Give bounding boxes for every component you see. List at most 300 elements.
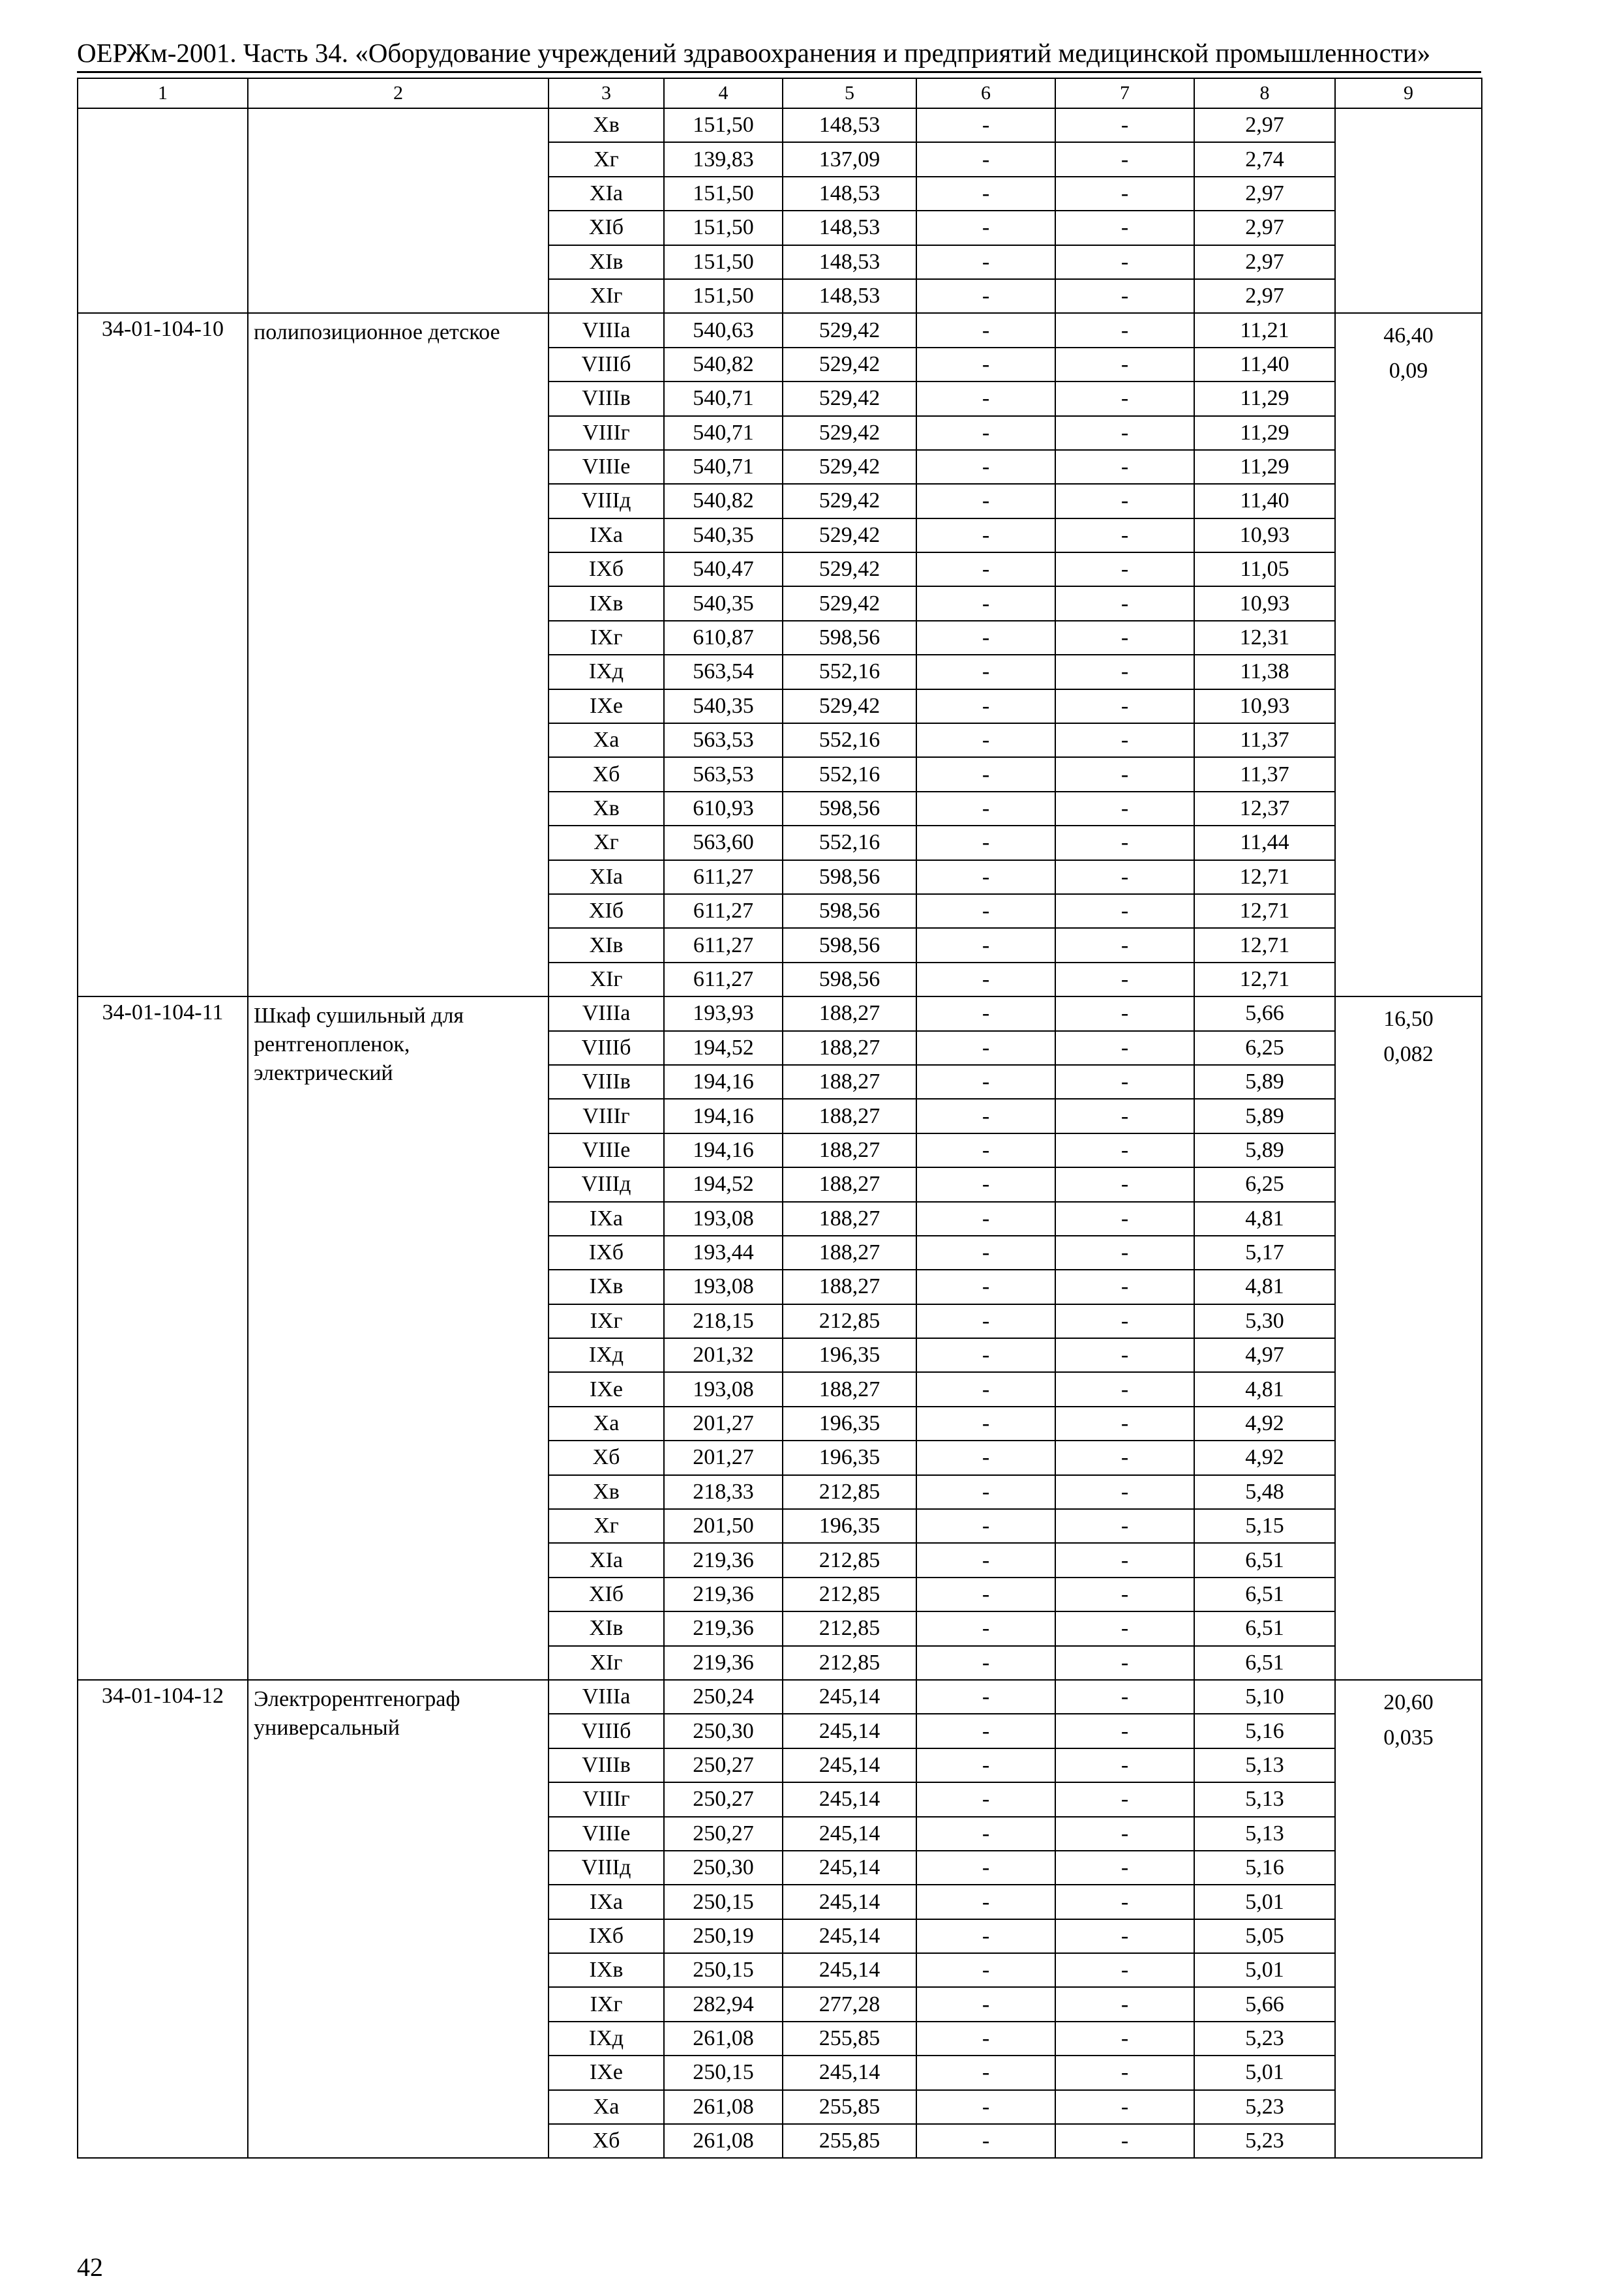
table-cell: - <box>916 1202 1055 1236</box>
column-number: 9 <box>1335 78 1482 108</box>
table-cell: 261,08 <box>664 2022 783 2056</box>
table-cell: - <box>916 928 1055 962</box>
table-row <box>78 1680 1482 1714</box>
table-cell: - <box>1055 1441 1194 1474</box>
table-cell: XIа <box>549 1543 664 1577</box>
table-cell: - <box>916 1441 1055 1474</box>
table-cell: - <box>916 1714 1055 1748</box>
table-cell: 255,85 <box>783 2090 916 2124</box>
table-cell: - <box>916 792 1055 826</box>
table-cell: 529,42 <box>783 518 916 552</box>
table-cell: - <box>1055 450 1194 484</box>
rates-table <box>77 78 1482 2159</box>
table-cell: IXд <box>549 1338 664 1372</box>
table-cell: 194,16 <box>664 1133 783 1167</box>
table-cell: - <box>916 757 1055 791</box>
item-extra-values <box>1335 1680 1482 2158</box>
table-cell: IXа <box>549 1885 664 1919</box>
table-cell: 540,82 <box>664 484 783 518</box>
table-cell: VIIIб <box>549 1031 664 1065</box>
table-cell: 245,14 <box>783 1919 916 1953</box>
table-cell: - <box>1055 1509 1194 1543</box>
table-cell: - <box>1055 1304 1194 1338</box>
table-cell: 540,71 <box>664 416 783 450</box>
table-cell: 611,27 <box>664 894 783 928</box>
table-cell: 598,56 <box>783 894 916 928</box>
table-cell: 148,53 <box>783 108 916 142</box>
table-cell: - <box>916 313 1055 347</box>
table-cell: - <box>916 1748 1055 1782</box>
table-cell: 245,14 <box>783 1782 916 1816</box>
table-cell: - <box>1055 245 1194 279</box>
table-cell: IXб <box>549 552 664 586</box>
table-cell: 196,35 <box>783 1509 916 1543</box>
table-cell: 610,93 <box>664 792 783 826</box>
table-cell: 5,17 <box>1194 1236 1335 1270</box>
table-cell: 212,85 <box>783 1611 916 1645</box>
table-cell: 250,19 <box>664 1919 783 1953</box>
table-cell: 201,32 <box>664 1338 783 1372</box>
table-cell: - <box>1055 928 1194 962</box>
table-cell: - <box>916 1578 1055 1611</box>
table-cell: - <box>1055 1065 1194 1099</box>
table-cell: - <box>916 348 1055 382</box>
table-cell: 11,29 <box>1194 450 1335 484</box>
table-cell: - <box>916 382 1055 415</box>
item-name: Электрорентгенограф универсальный <box>248 1680 549 2158</box>
table-cell: 5,13 <box>1194 1748 1335 1782</box>
table-cell: - <box>916 586 1055 620</box>
table-cell: - <box>1055 1372 1194 1406</box>
table-cell: - <box>1055 211 1194 245</box>
table-cell: 5,23 <box>1194 2022 1335 2056</box>
table-cell: 540,35 <box>664 689 783 723</box>
table-cell: 4,81 <box>1194 1372 1335 1406</box>
table-cell: IXв <box>549 1953 664 1987</box>
table-cell: 529,42 <box>783 313 916 347</box>
table-cell: 5,10 <box>1194 1680 1335 1714</box>
table-cell: VIIIг <box>549 416 664 450</box>
table-cell: 277,28 <box>783 1987 916 2021</box>
table-cell: 219,36 <box>664 1611 783 1645</box>
table-cell: - <box>916 1851 1055 1885</box>
table-cell: Хв <box>549 1475 664 1509</box>
table-cell: - <box>1055 1782 1194 1816</box>
table-cell: - <box>1055 1031 1194 1065</box>
table-cell: - <box>916 552 1055 586</box>
table-cell: 540,71 <box>664 450 783 484</box>
table-cell: - <box>1055 1611 1194 1645</box>
table-cell: 11,40 <box>1194 484 1335 518</box>
table-cell: 598,56 <box>783 928 916 962</box>
table-cell: - <box>1055 313 1194 347</box>
column-number: 2 <box>248 78 549 108</box>
table-cell: - <box>1055 142 1194 176</box>
table-cell: 212,85 <box>783 1646 916 1680</box>
table-cell: 193,08 <box>664 1270 783 1304</box>
table-cell: 2,97 <box>1194 245 1335 279</box>
table-cell: IXд <box>549 655 664 689</box>
table-cell: 540,82 <box>664 348 783 382</box>
table-cell: 196,35 <box>783 1338 916 1372</box>
table-cell: IXв <box>549 586 664 620</box>
table-cell: - <box>916 1475 1055 1509</box>
table-cell: VIIIв <box>549 382 664 415</box>
table-cell: IXа <box>549 518 664 552</box>
table-cell: 212,85 <box>783 1543 916 1577</box>
table-cell: VIIIв <box>549 1748 664 1782</box>
table-cell: - <box>1055 1475 1194 1509</box>
table-cell: XIв <box>549 1611 664 1645</box>
table-cell: 137,09 <box>783 142 916 176</box>
table-cell: - <box>916 211 1055 245</box>
table-cell: - <box>916 1236 1055 1270</box>
table-cell: Хб <box>549 2124 664 2158</box>
table-cell: 151,50 <box>664 279 783 313</box>
table-cell: - <box>1055 963 1194 996</box>
table-row <box>78 996 1482 1030</box>
table-cell: - <box>1055 1817 1194 1851</box>
table-cell: 148,53 <box>783 211 916 245</box>
column-number: 4 <box>664 78 783 108</box>
table-cell: 193,44 <box>664 1236 783 1270</box>
table-cell: 219,36 <box>664 1578 783 1611</box>
table-cell: - <box>1055 1987 1194 2021</box>
table-cell: - <box>1055 1953 1194 1987</box>
table-cell: 563,60 <box>664 826 783 860</box>
table-cell: - <box>916 484 1055 518</box>
table-cell: - <box>916 177 1055 211</box>
table-cell: - <box>1055 552 1194 586</box>
table-cell: - <box>916 689 1055 723</box>
table-cell: 245,14 <box>783 1817 916 1851</box>
table-cell: 598,56 <box>783 792 916 826</box>
table-cell: - <box>1055 894 1194 928</box>
table-cell: Хб <box>549 757 664 791</box>
table-cell: 12,71 <box>1194 963 1335 996</box>
table-cell: IXб <box>549 1236 664 1270</box>
table-cell: XIв <box>549 245 664 279</box>
table-cell: - <box>916 2022 1055 2056</box>
table-cell: XIв <box>549 928 664 962</box>
table-cell: - <box>1055 1407 1194 1441</box>
table-cell: - <box>1055 1714 1194 1748</box>
table-cell: - <box>1055 996 1194 1030</box>
table-cell: IXг <box>549 621 664 655</box>
table-cell: XIа <box>549 177 664 211</box>
table-cell: - <box>916 860 1055 894</box>
table-cell: - <box>916 142 1055 176</box>
table-cell: - <box>916 2090 1055 2124</box>
table-cell: Ха <box>549 1407 664 1441</box>
table-cell: 5,16 <box>1194 1851 1335 1885</box>
table-cell: VIIIд <box>549 1167 664 1201</box>
table-cell: - <box>916 1372 1055 1406</box>
table-cell: - <box>916 279 1055 313</box>
table-cell: - <box>916 108 1055 142</box>
table-cell: VIIIа <box>549 313 664 347</box>
table-cell: 218,15 <box>664 1304 783 1338</box>
table-cell: 529,42 <box>783 416 916 450</box>
table-cell: - <box>1055 1748 1194 1782</box>
table-cell: - <box>1055 1133 1194 1167</box>
table-cell: 250,15 <box>664 1953 783 1987</box>
table-cell: IXа <box>549 1202 664 1236</box>
table-cell: 552,16 <box>783 826 916 860</box>
table-cell: 5,89 <box>1194 1099 1335 1133</box>
table-cell: 196,35 <box>783 1441 916 1474</box>
table-cell: 6,51 <box>1194 1646 1335 1680</box>
table-cell: - <box>1055 1099 1194 1133</box>
table-cell: IXб <box>549 1919 664 1953</box>
table-cell: - <box>916 450 1055 484</box>
table-cell: 188,27 <box>783 1167 916 1201</box>
table-cell: - <box>1055 2056 1194 2089</box>
table-cell: XIб <box>549 894 664 928</box>
table-cell: - <box>1055 382 1194 415</box>
table-cell: 194,52 <box>664 1167 783 1201</box>
table-cell: 201,27 <box>664 1407 783 1441</box>
table-cell: - <box>916 1338 1055 1372</box>
item-code: 34-01-104-10 <box>78 313 248 996</box>
table-cell: - <box>1055 1578 1194 1611</box>
table-cell: 245,14 <box>783 1714 916 1748</box>
table-cell: 540,35 <box>664 586 783 620</box>
table-cell: 188,27 <box>783 1270 916 1304</box>
table-cell: 201,27 <box>664 1441 783 1474</box>
table-cell: 540,35 <box>664 518 783 552</box>
table-cell: 540,47 <box>664 552 783 586</box>
table-cell: 151,50 <box>664 245 783 279</box>
column-number: 1 <box>78 78 248 108</box>
table-cell: XIб <box>549 211 664 245</box>
table-cell: 540,63 <box>664 313 783 347</box>
table-cell: - <box>916 1270 1055 1304</box>
table-cell: 552,16 <box>783 723 916 757</box>
table-cell: Хб <box>549 1441 664 1474</box>
item-name <box>248 108 549 313</box>
table-cell: - <box>916 1099 1055 1133</box>
table-cell: Хв <box>549 108 664 142</box>
table-cell: 12,71 <box>1194 894 1335 928</box>
table-cell: Хв <box>549 792 664 826</box>
table-cell: 10,93 <box>1194 586 1335 620</box>
table-cell: 540,71 <box>664 382 783 415</box>
table-cell: 529,42 <box>783 450 916 484</box>
table-cell: - <box>1055 1270 1194 1304</box>
table-cell: - <box>916 518 1055 552</box>
extra-value: 46,40 <box>1383 323 1434 348</box>
item-name: Шкаф сушильный для рентгенопленок, электрический <box>248 996 549 1680</box>
table-cell: 552,16 <box>783 655 916 689</box>
table-cell: VIIIб <box>549 348 664 382</box>
table-cell: 250,27 <box>664 1782 783 1816</box>
table-cell: XIа <box>549 860 664 894</box>
table-cell: 4,81 <box>1194 1270 1335 1304</box>
table-cell: 194,52 <box>664 1031 783 1065</box>
item-code: 34-01-104-11 <box>78 996 248 1680</box>
table-cell: 5,30 <box>1194 1304 1335 1338</box>
table-cell: IXг <box>549 1987 664 2021</box>
table-cell: - <box>1055 1919 1194 1953</box>
table-cell: - <box>1055 1851 1194 1885</box>
table-cell: VIIIа <box>549 1680 664 1714</box>
table-cell: - <box>916 1987 1055 2021</box>
table-cell: - <box>916 1646 1055 1680</box>
table-cell: 188,27 <box>783 1202 916 1236</box>
table-cell: 193,08 <box>664 1372 783 1406</box>
table-cell: - <box>1055 177 1194 211</box>
table-cell: - <box>1055 416 1194 450</box>
table-cell: 2,97 <box>1194 108 1335 142</box>
item-extra-values <box>1335 108 1482 313</box>
table-cell: - <box>916 1304 1055 1338</box>
page-header: ОЕРЖм-2001. Часть 34. «Оборудование учреждений здравоохранения и предприятий медицинской промышленности» <box>77 38 1431 68</box>
table-cell: 5,66 <box>1194 996 1335 1030</box>
table-cell: 4,97 <box>1194 1338 1335 1372</box>
item-code: 34-01-104-12 <box>78 1680 248 2158</box>
table-cell: - <box>1055 621 1194 655</box>
table-cell: 250,15 <box>664 1885 783 1919</box>
table-cell: - <box>916 1133 1055 1167</box>
table-cell: 5,15 <box>1194 1509 1335 1543</box>
table-cell: 250,15 <box>664 2056 783 2089</box>
table-cell: - <box>916 826 1055 860</box>
table-cell: 5,05 <box>1194 1919 1335 1953</box>
table-cell: 201,50 <box>664 1509 783 1543</box>
table-cell: Хг <box>549 1509 664 1543</box>
table-cell: 12,31 <box>1194 621 1335 655</box>
table-cell: IXг <box>549 1304 664 1338</box>
table-cell: XIб <box>549 1578 664 1611</box>
table-cell: 6,51 <box>1194 1578 1335 1611</box>
table-cell: 529,42 <box>783 586 916 620</box>
table-cell: 139,83 <box>664 142 783 176</box>
table-cell: 4,92 <box>1194 1441 1335 1474</box>
table-cell: 6,51 <box>1194 1611 1335 1645</box>
table-cell: 611,27 <box>664 860 783 894</box>
header-rule <box>77 71 1481 73</box>
table-cell: - <box>1055 655 1194 689</box>
table-cell: 10,93 <box>1194 518 1335 552</box>
table-cell: 611,27 <box>664 928 783 962</box>
column-number-row <box>78 78 1482 108</box>
table-cell: VIIIв <box>549 1065 664 1099</box>
table-cell: - <box>916 1611 1055 1645</box>
table-cell: 151,50 <box>664 211 783 245</box>
table-cell: 611,27 <box>664 963 783 996</box>
column-number: 3 <box>549 78 664 108</box>
table-cell: 255,85 <box>783 2124 916 2158</box>
table-row <box>78 313 1482 347</box>
table-cell: - <box>1055 586 1194 620</box>
table-cell: 148,53 <box>783 177 916 211</box>
table-cell: IXе <box>549 2056 664 2089</box>
table-cell: 529,42 <box>783 689 916 723</box>
table-cell: - <box>1055 2124 1194 2158</box>
table-cell: - <box>1055 1885 1194 1919</box>
table-cell: - <box>1055 1680 1194 1714</box>
table-cell: 552,16 <box>783 757 916 791</box>
item-code <box>78 108 248 313</box>
table-cell: - <box>916 655 1055 689</box>
table-cell: VIIIе <box>549 450 664 484</box>
table-cell: VIIIе <box>549 1133 664 1167</box>
table-cell: - <box>1055 757 1194 791</box>
table-cell: 188,27 <box>783 996 916 1030</box>
table-cell: 6,25 <box>1194 1031 1335 1065</box>
table-cell: 5,89 <box>1194 1065 1335 1099</box>
table-cell: - <box>916 894 1055 928</box>
table-cell: - <box>916 1167 1055 1201</box>
table-cell: - <box>916 1065 1055 1099</box>
extra-value: 0,035 <box>1383 1725 1434 1750</box>
table-cell: - <box>916 416 1055 450</box>
table-cell: 4,81 <box>1194 1202 1335 1236</box>
table-cell: 245,14 <box>783 1851 916 1885</box>
table-cell: 193,08 <box>664 1202 783 1236</box>
table-cell: - <box>1055 689 1194 723</box>
table-cell: - <box>1055 1202 1194 1236</box>
table-cell: 193,93 <box>664 996 783 1030</box>
page-number: 42 <box>77 2252 103 2282</box>
table-cell: - <box>916 963 1055 996</box>
table-cell: 245,14 <box>783 1748 916 1782</box>
table-cell: VIIIг <box>549 1782 664 1816</box>
table-cell: - <box>1055 279 1194 313</box>
table-cell: - <box>916 1407 1055 1441</box>
table-cell: IXд <box>549 2022 664 2056</box>
table-cell: - <box>916 1817 1055 1851</box>
table-cell: - <box>916 723 1055 757</box>
table-cell: 5,89 <box>1194 1133 1335 1167</box>
table-cell: 250,24 <box>664 1680 783 1714</box>
table-cell: 188,27 <box>783 1133 916 1167</box>
table-cell: - <box>1055 1338 1194 1372</box>
table-cell: 4,92 <box>1194 1407 1335 1441</box>
table-cell: 148,53 <box>783 279 916 313</box>
table-cell: IXе <box>549 689 664 723</box>
table-cell: - <box>1055 518 1194 552</box>
table-cell: 529,42 <box>783 484 916 518</box>
table-cell: - <box>916 1919 1055 1953</box>
table-cell: 5,13 <box>1194 1782 1335 1816</box>
table-cell: 610,87 <box>664 621 783 655</box>
table-cell: 282,94 <box>664 1987 783 2021</box>
table-cell: IXв <box>549 1270 664 1304</box>
table-cell: 563,54 <box>664 655 783 689</box>
table-cell: 11,37 <box>1194 757 1335 791</box>
table-cell: 2,97 <box>1194 177 1335 211</box>
table-cell: 219,36 <box>664 1646 783 1680</box>
table-cell: - <box>1055 723 1194 757</box>
table-cell: 250,30 <box>664 1714 783 1748</box>
item-extra-values <box>1335 313 1482 996</box>
table-cell: 563,53 <box>664 723 783 757</box>
table-cell: - <box>916 996 1055 1030</box>
table-cell: - <box>1055 484 1194 518</box>
table-cell: - <box>1055 792 1194 826</box>
table-cell: - <box>1055 1236 1194 1270</box>
extra-value: 0,09 <box>1389 359 1428 383</box>
table-cell: VIIIд <box>549 1851 664 1885</box>
table-cell: 529,42 <box>783 382 916 415</box>
table-cell: 5,66 <box>1194 1987 1335 2021</box>
table-cell: 250,27 <box>664 1748 783 1782</box>
table-cell: - <box>1055 108 1194 142</box>
table-cell: - <box>1055 1167 1194 1201</box>
table-cell: 11,29 <box>1194 416 1335 450</box>
